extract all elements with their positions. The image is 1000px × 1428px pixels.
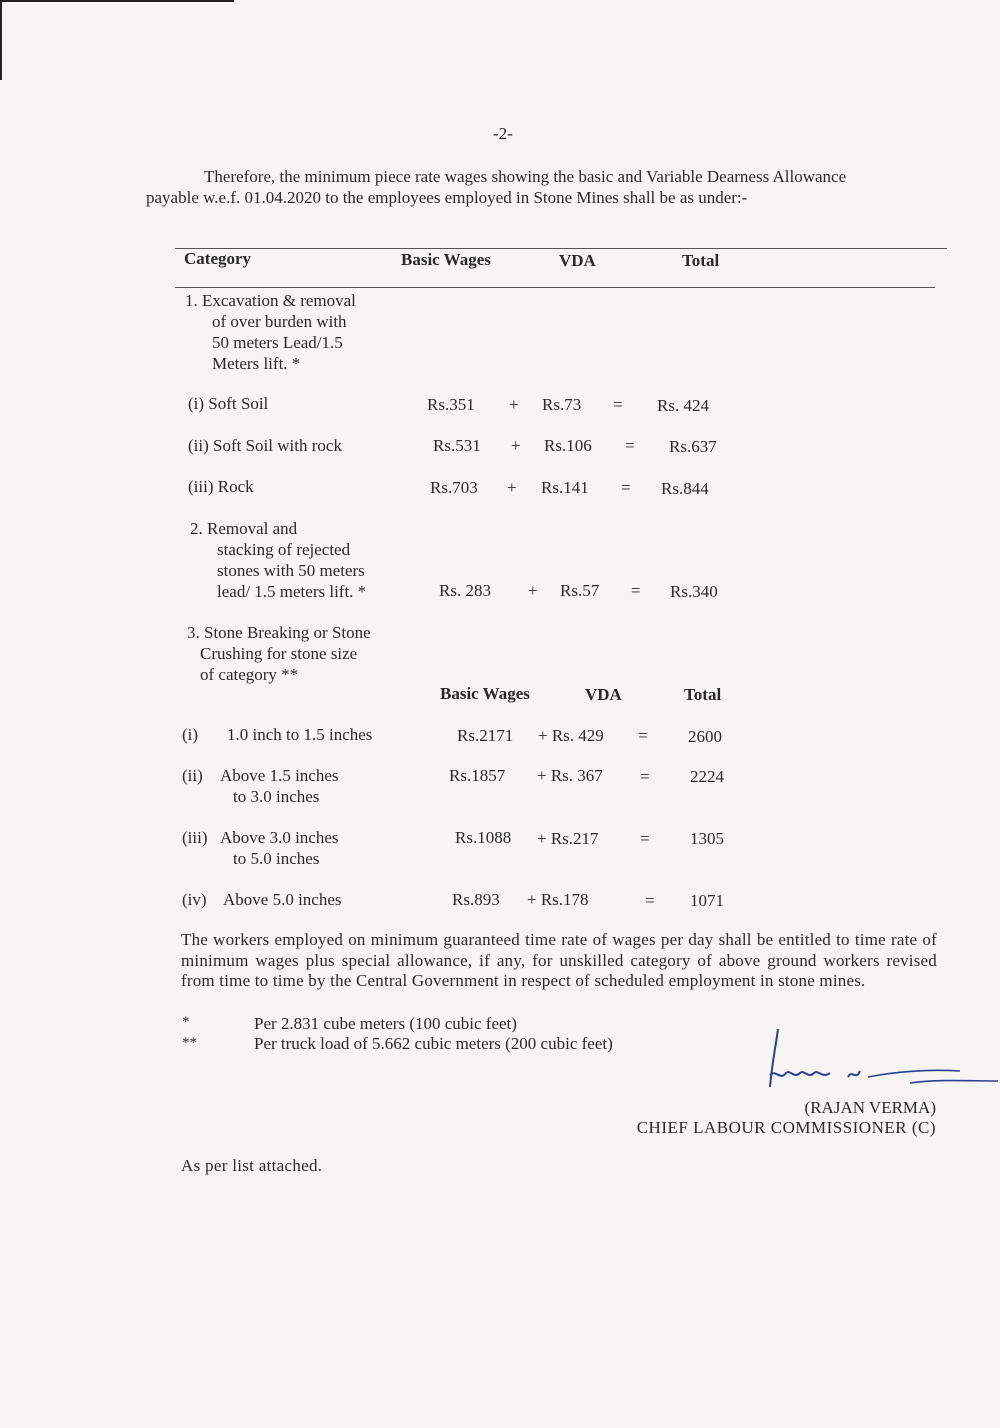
row-soft-soil-rock-plus: + bbox=[511, 436, 521, 455]
s3-row2-label2: to 3.0 inches bbox=[233, 787, 320, 806]
s3-row2-label1: Above 1.5 inches bbox=[220, 766, 339, 785]
s3-row3-eq: = bbox=[640, 829, 650, 848]
section3-title-line2: Crushing for stone size bbox=[200, 644, 358, 663]
header-category: Category bbox=[184, 249, 252, 268]
row-rock-plus: + bbox=[507, 478, 517, 497]
s3-row3-basic: Rs.1088 bbox=[455, 828, 512, 847]
scan-border-left bbox=[0, 0, 2, 80]
intro-text: Therefore, the minimum piece rate wages showing the basic and Variable Dearness Allowance payable w.e.f. 01.04.2020 to the employees employed in Stone Mines shall be as under:- bbox=[146, 167, 847, 207]
s3-row4-total: 1071 bbox=[690, 891, 724, 910]
s3-row2-basic: Rs.1857 bbox=[449, 766, 506, 785]
row-soft-soil-label: (i) Soft Soil bbox=[188, 394, 269, 413]
section2-title-line3: stones with 50 meters bbox=[217, 561, 365, 580]
row-soft-soil-rock-total: Rs.637 bbox=[669, 437, 717, 456]
row-rock-vda: Rs.141 bbox=[541, 478, 589, 497]
header-vda: VDA bbox=[559, 251, 596, 270]
s3-row3-label1: Above 3.0 inches bbox=[220, 828, 339, 847]
row-soft-soil-rock-eq: = bbox=[625, 436, 635, 455]
row-soft-soil-vda: Rs.73 bbox=[542, 395, 582, 414]
section3-header-vda: VDA bbox=[585, 685, 622, 704]
row-soft-soil-rock-vda: Rs.106 bbox=[544, 436, 592, 455]
s3-row1-eq: = bbox=[638, 726, 648, 745]
s3-row4-basic: Rs.893 bbox=[452, 890, 500, 909]
s3-row1-num: (i) bbox=[182, 725, 199, 744]
footer-note: As per list attached. bbox=[181, 1156, 323, 1175]
row-soft-soil-rock-basic: Rs.531 bbox=[433, 436, 481, 455]
note1-mark: * bbox=[182, 1014, 190, 1030]
s3-row1-total: 2600 bbox=[688, 727, 722, 746]
signatory-title: CHIEF LABOUR COMMISSIONER (C) bbox=[636, 1118, 936, 1137]
row-soft-soil-rock-label: (ii) Soft Soil with rock bbox=[188, 436, 342, 455]
section3-header-total: Total bbox=[684, 685, 722, 704]
section2-plus: + bbox=[528, 581, 538, 600]
s3-row3-label2: to 5.0 inches bbox=[233, 849, 320, 868]
s3-row1-basic: Rs.2171 bbox=[457, 726, 514, 745]
s3-row4-eq: = bbox=[645, 891, 655, 910]
section1-title-line2: of over burden with bbox=[212, 312, 347, 331]
section3-header-basic-wages: Basic Wages bbox=[440, 684, 530, 703]
row-rock-basic: Rs.703 bbox=[430, 478, 478, 497]
row-soft-soil-plus: + bbox=[509, 395, 519, 414]
s3-row4-label: Above 5.0 inches bbox=[223, 890, 342, 909]
section2-title-line2: stacking of rejected bbox=[217, 540, 351, 559]
s3-row3-vda: + Rs.217 bbox=[537, 829, 599, 848]
note1-text: Per 2.831 cube meters (100 cubic feet) bbox=[254, 1014, 517, 1033]
signatory-name: (RAJAN VERMA) bbox=[804, 1098, 936, 1117]
section2-eq: = bbox=[631, 581, 641, 600]
s3-row3-num: (iii) bbox=[182, 828, 208, 847]
s3-row4-vda: + Rs.178 bbox=[527, 890, 589, 909]
row-soft-soil-eq: = bbox=[613, 395, 623, 414]
row-soft-soil-basic: Rs.351 bbox=[427, 395, 475, 414]
section2-vda: Rs.57 bbox=[560, 581, 600, 600]
table-top-rule bbox=[175, 248, 947, 249]
s3-row2-vda: + Rs. 367 bbox=[537, 766, 603, 785]
section2-total: Rs.340 bbox=[670, 582, 718, 601]
section1-title-line4: Meters lift. * bbox=[212, 354, 301, 373]
header-total: Total bbox=[682, 251, 720, 270]
row-rock-label: (iii) Rock bbox=[188, 477, 254, 496]
header-bottom-rule bbox=[175, 287, 935, 288]
note2-mark: ** bbox=[182, 1035, 197, 1051]
row-rock-eq: = bbox=[621, 478, 631, 497]
section2-basic: Rs. 283 bbox=[439, 581, 491, 600]
s3-row4-num: (iv) bbox=[182, 890, 207, 909]
closing-paragraph: The workers employed on minimum guaranteed time rate of wages per day shall be entitled to time rate of minimum wages plus special allowance, if any, for unskilled category of above ground workers revised from time to time by the Central Government in respect of scheduled employment in stone mines. bbox=[181, 930, 937, 990]
section1-title-line3: 50 meters Lead/1.5 bbox=[212, 333, 343, 352]
row-soft-soil-total: Rs. 424 bbox=[657, 396, 709, 415]
note2-text: Per truck load of 5.662 cubic meters (200 cubic feet) bbox=[254, 1034, 613, 1053]
intro-paragraph bbox=[146, 166, 866, 208]
section2-title-line1: 2. Removal and bbox=[190, 519, 298, 538]
s3-row2-num: (ii) bbox=[182, 766, 203, 785]
section2-title-line4: lead/ 1.5 meters lift. * bbox=[217, 582, 367, 601]
section3-title-line3: of category ** bbox=[200, 665, 299, 684]
s3-row3-total: 1305 bbox=[690, 829, 724, 848]
row-rock-total: Rs.844 bbox=[661, 479, 709, 498]
s3-row1-vda: + Rs. 429 bbox=[538, 726, 604, 745]
section1-title-line1: 1. Excavation & removal bbox=[185, 291, 356, 310]
s3-row1-label: 1.0 inch to 1.5 inches bbox=[227, 725, 373, 744]
s3-row2-eq: = bbox=[640, 767, 650, 786]
section3-title-line1: 3. Stone Breaking or Stone bbox=[187, 623, 371, 642]
page-number: -2- bbox=[493, 124, 513, 143]
scan-border-top bbox=[0, 0, 234, 2]
header-basic-wages: Basic Wages bbox=[401, 250, 491, 269]
s3-row2-total: 2224 bbox=[690, 767, 724, 786]
handwritten-signature bbox=[760, 1025, 1000, 1095]
